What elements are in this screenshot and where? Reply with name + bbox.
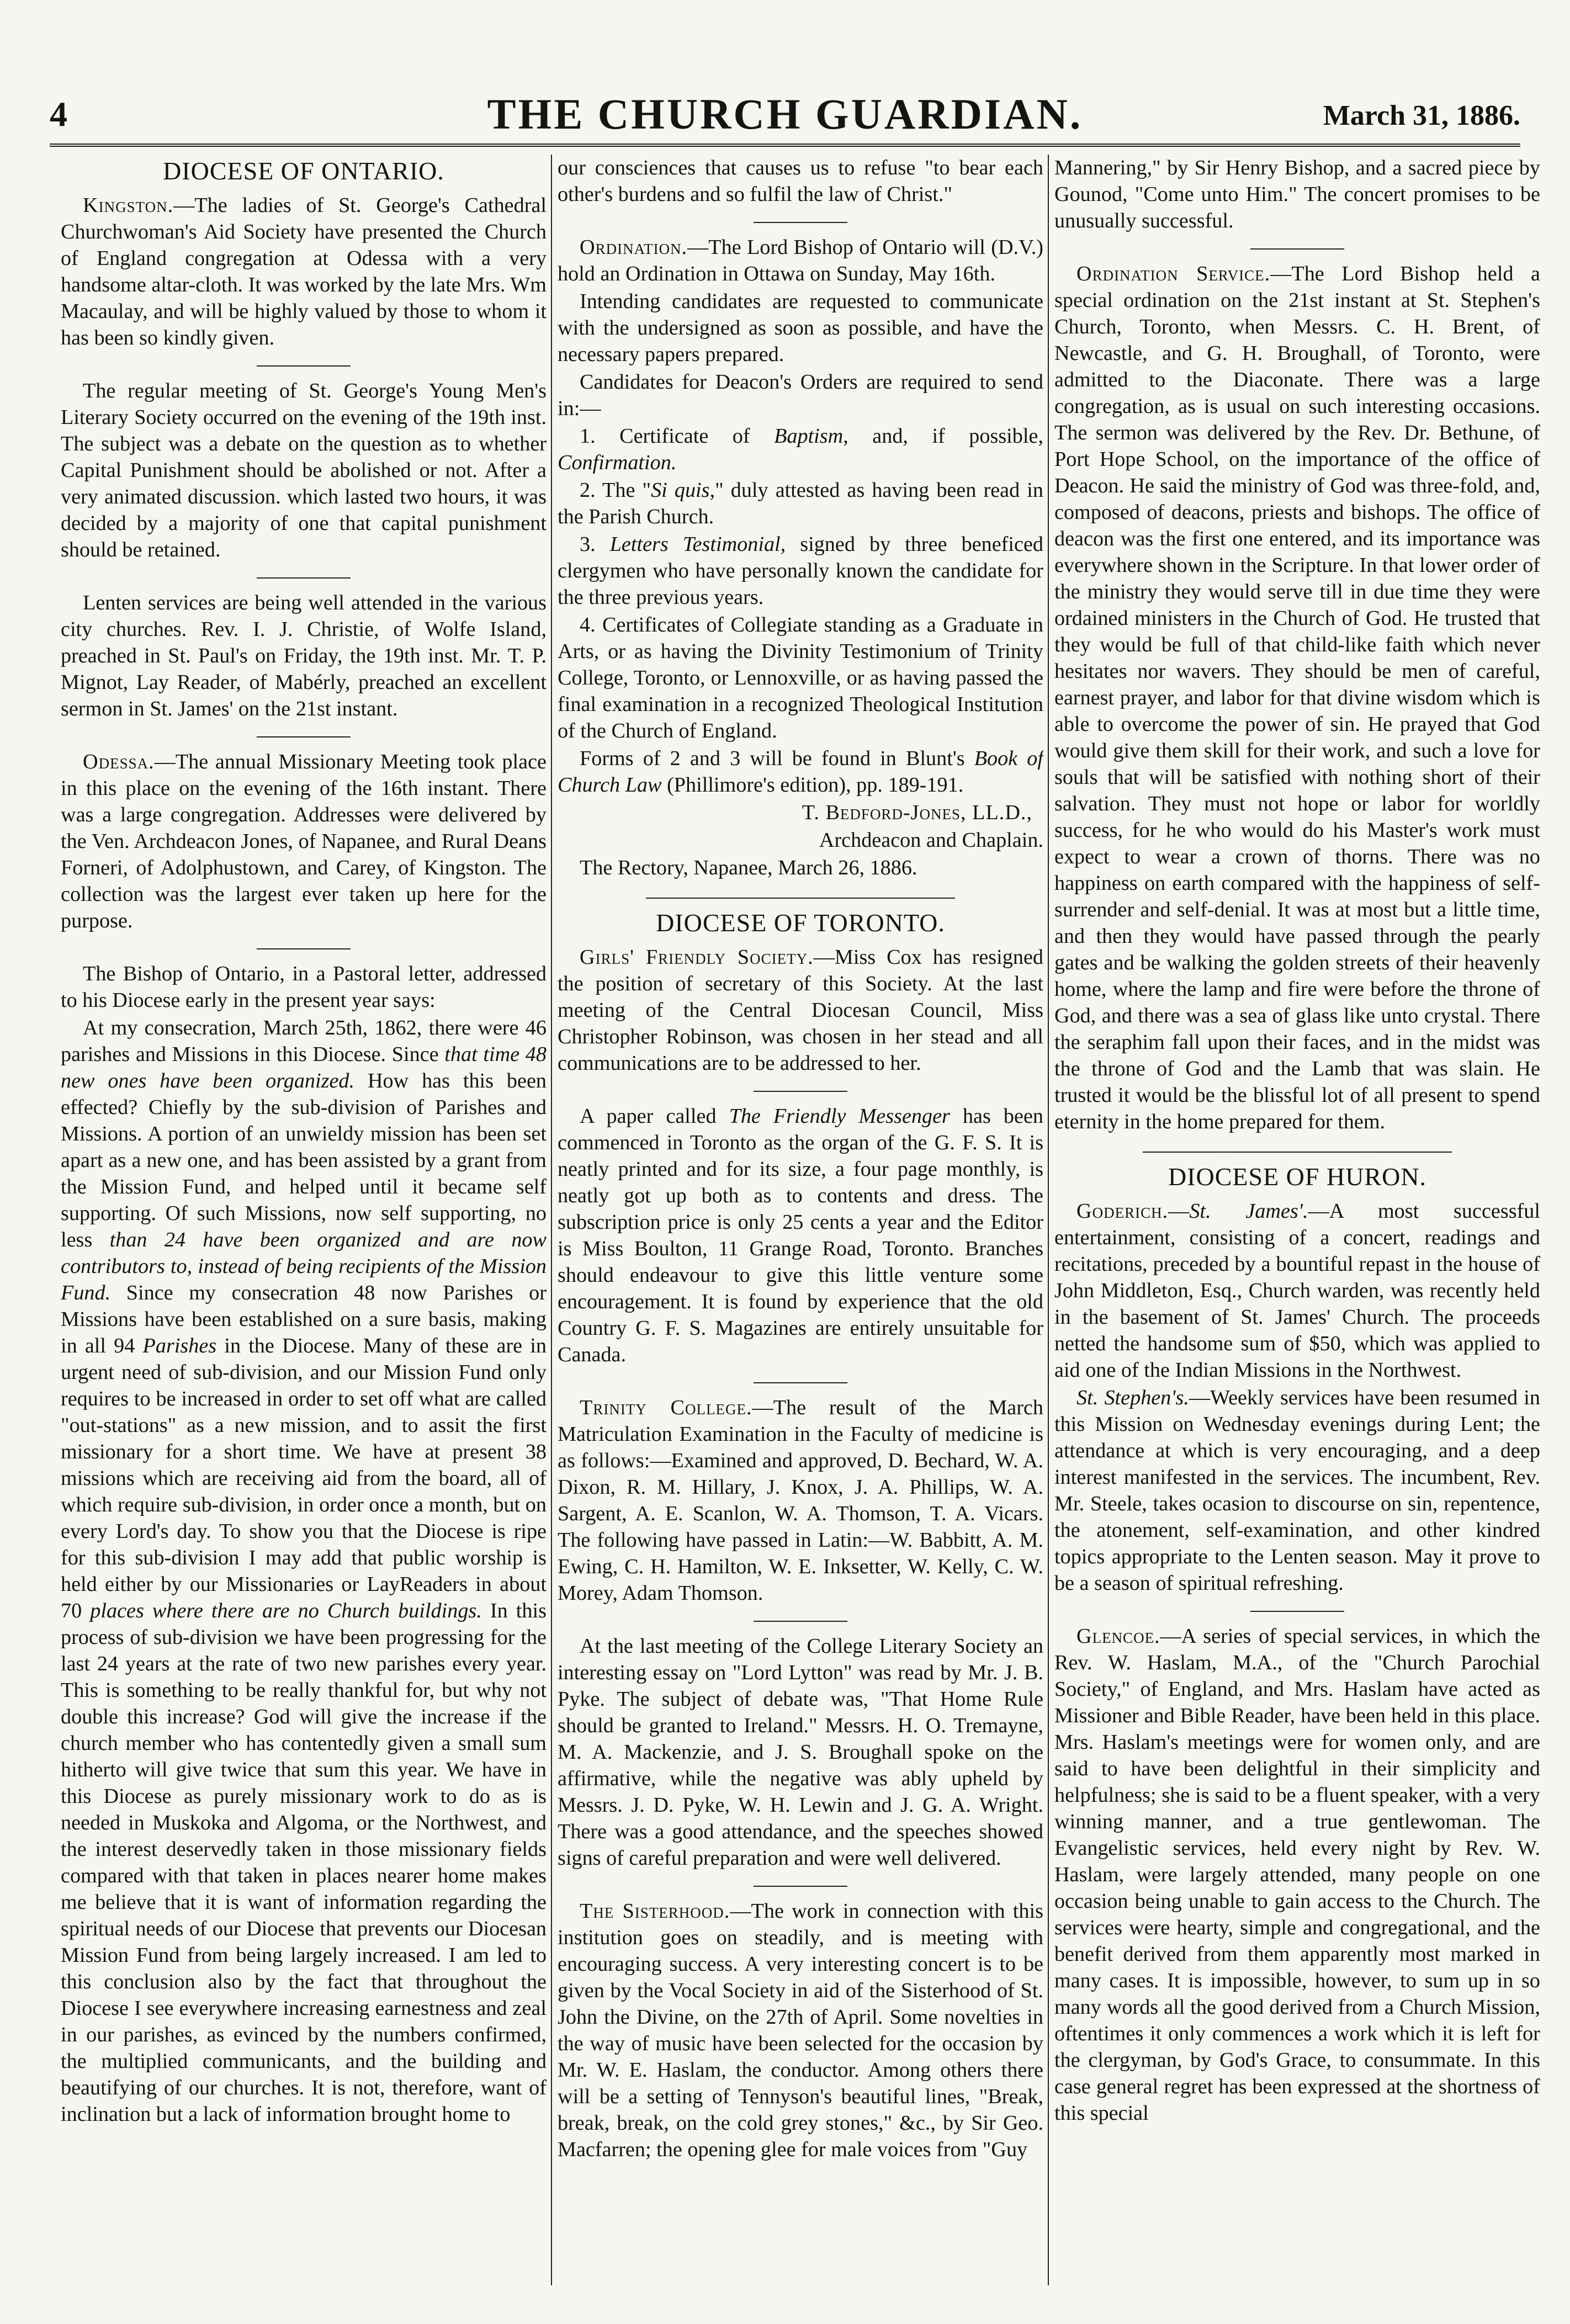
column-1: [61, 155, 547, 2285]
separator: [257, 365, 351, 367]
column-3: [1054, 155, 1540, 2285]
article-st-stephens: [1054, 1384, 1540, 1596]
sisterhood-lead: The Sisterhood.: [580, 1899, 730, 1923]
intending-candidates: Intending candidates are requested to communicate with the undersigned as soon as possible, and have the necessary papers prepared.: [558, 290, 1043, 366]
kingston-body: —The ladies of St. George's Cathedral Churchwoman's Aid Society have presented the Church of England congregation at Odessa with a very handsome altar-cloth. It was worked by the late Mrs. Wm Macaulay, and will be highly valued by those to whom it has been so kindly given.: [61, 194, 547, 349]
article-ordination: [558, 234, 1043, 287]
glencoe-body: —A series of special services, in which the Rev. W. Haslam, M.A., of the "Church Parochial Society," of England, and Mrs. Haslam have acted as Missioner and Bible Reader, have been held in this place. Mrs. Haslam's meetings were for women only, and are said to have been delightful in their simplicity and helpfulness; she is said to be a fluent speaker, with a very winning manner, and a true gentlewoman. The Evangelistic services, held every night by Rev. W. Haslam, were largely attended, many people on one occasion being unable to gain access to the Church. The services were hearty, simple and congregational, and the benefit derived from them apparently most marked in many cases. It is impossible, however, to sum up in so many words all the good derived from a Church Mission, oftentimes it only commences a work which it is left for the clergyman, by God's Grace, to consummate. In this case general regret has been expressed at the shortness of this special: [1054, 1625, 1540, 2125]
kingston-lead: Kingston.: [83, 194, 174, 217]
pastoral-text: in the Diocese. Many of these are in urgent need of sub-division, and our Mission Fund only requires to be increased in order to set off what are called "out-stations" as a new mission, and to assit the first missionary for a short time. We have at present 38 missions which are receiving aid from the board, all of which require sub-division, in order once a month, but on every Lord's day. To show you that the Diocese is ripe for this sub-division I may add that public worship is held either by our Missionaries or LayReaders in about 70: [61, 1334, 547, 1622]
article-ordination-service: [1054, 261, 1540, 1135]
item-emphasis: Baptism: [774, 425, 844, 448]
separator: [754, 222, 847, 223]
column-rule-1: [551, 155, 552, 2285]
separator: [646, 898, 955, 899]
item-text: 2. The ": [580, 479, 651, 502]
pastoral-emphasis: Parishes: [142, 1334, 217, 1357]
separator: [754, 1621, 847, 1622]
messenger-emphasis: The Friendly Messenger: [729, 1105, 950, 1128]
item-emphasis: Si quis,: [651, 479, 715, 502]
article-odessa: [61, 749, 547, 934]
column-rule-2: [1048, 155, 1049, 2285]
continued-text: Mannering," by Sir Henry Bishop, and a sacred piece by Gounod, "Come unto Him." The concert promises to be unusually successful.: [1054, 156, 1540, 232]
pastoral-emphasis: than 24 have been organized and are now contributors to, instead of being recipients of the Mission Fund.: [61, 1228, 547, 1304]
signature-name: T. Bedford-Jones, LL.D.,: [802, 801, 1032, 824]
section-heading-toronto: DIOCESE OF TORONTO.: [656, 909, 945, 937]
separator: [754, 1382, 847, 1383]
odessa-body: —The annual Missionary Meeting took place in this place on the evening of the 16th instant. There was a large congregation. Addresses were delivered by the Ven. Archdeacon Jones, of Napanee, and Rural Deans Forneri, of Adolphustown, and Carey, of Kingston. The collection was the largest ever taken up here for the purpose.: [61, 750, 547, 932]
article-young-men: The regular meeting of St. George's Young Men's Literary Society occurred on the evening of the 19th inst. The subject was a debate on the question as to whether Capital Punishment should be abolished or not. After a very animated discussion. which lasted two hours, it was decided by a majority of one that capital punishment should be retained.: [61, 379, 547, 561]
forms-text: (Phillimore's edition), pp. 189-191.: [661, 773, 964, 797]
list-item: [558, 423, 1043, 476]
separator: [1250, 248, 1344, 250]
ordination-service-body: —The Lord Bishop held a special ordination on the 21st instant at St. Stephen's Church, Toronto, when Messrs. C. H. Brent, of Newcastle, and G. H. Broughall, of Toronto, were admitted to the Diaconate. There was a large congregation, as is usual on such interesting occasions. The sermon was delivered by the Rev. Dr. Bethune, of Port Hope School, on the importance of the office of Deacon. He said the ministry of God was three-fold, and, composed of deacons, priests and bishops. The office of deacon was the first one entered, and its importance was everywhere shown in the Scripture. In that lower order of the ministry they would serve till in due time they were ordained ministers in the Church of God. He trusted that they would be full of that child-like faith which never hesitates nor wavers. They should be men of careful, earnest prayer, and labor for that divine wisdom which is able to overcome the power of sin. He prayed that God would give them skill for their work, and such a love for souls that will be satisfied with nothing short of their salvation. They must not hope or labor for worldly success, for he who would do his Master's work must expect to wear a crown of thorns. There was no happiness on earth compared with the happiness of self-surrender and self-denial. It was at most but a little time, and then they would have passed through the pearly gates and be walking the golden streets of their heavenly home, where the lamp and fire were before the throne of God, and there was a sea of glass like unto crystal. There the seraphim fall upon their faces, and in the midst was the throne of God and the Lamb that was slain. He trusted it would be the blissful lot of all present to spend eternity in the home prepared for them.: [1054, 262, 1540, 1133]
trinity-body: —The result of the March Matriculation Examination in the Faculty of medicine is as follows:—Examined and approved, D. Bechard, W. A. Dixon, R. M. Hillary, J. Knox, J. A. Phillips, W. A. Sargent, A. E. Scanlon, W. A. Thomson, T. A. Vicars. The following have passed in Latin:—W. Babbitt, A. M. Ewing, C. H. Hamilton, W. E. Inksetter, W. Kelly, C. W. Morey, Adam Thomson.: [558, 1396, 1043, 1605]
article-glencoe: [1054, 1623, 1540, 2126]
pastoral-text: How has this been effected? Chiefly by the sub-division of Parishes and Missions. A portion of an unwieldy mission has been set apart as a new one, and has been assisted by a grant from the Mission Fund, and helped until it became self supporting. Of such Missions, now self supporting, no less: [61, 1069, 547, 1251]
article-sisterhood: [558, 1898, 1043, 2163]
continued-text: our consciences that causes us to refuse "to bear each other's burdens and so fulfil the law of Christ.": [558, 156, 1043, 206]
goderich-body: —A most successful entertainment, consisting of a concert, readings and recitations, preceded by a bountiful repast in the house of John Middleton, Esq., Church warden, was recently held in the basement of St. James' Church. The proceeds netted the handsome sum of $50, which was applied to aid one of the Indian Missions in the Northwest.: [1054, 1200, 1540, 1382]
trinity-lead: Trinity College.: [580, 1396, 752, 1419]
separator: [257, 577, 351, 579]
pastoral-emphasis: places where there are no Church buildings.: [90, 1599, 482, 1622]
st-stephens-lead: St. Stephen's.: [1076, 1386, 1189, 1409]
bishop-intro: The Bishop of Ontario, in a Pastoral letter, addressed to his Diocese early in the present year says:: [61, 962, 547, 1012]
article-trinity: [558, 1394, 1043, 1606]
separator: [754, 1886, 847, 1887]
article-kingston: [61, 192, 547, 351]
messenger-text: A paper called: [580, 1105, 729, 1128]
pastoral-letter: [61, 1015, 547, 2127]
pastoral-text: At my consecration, March 25th, 1862, there were 46 parishes and Missions in this Diocese. Since: [61, 1016, 547, 1066]
pastoral-text: In this process of sub-division we have been progressing for the last 24 years at the rate of two new parishes every year. This is something to be really thankful for, but why not double this increase? God will give the increase if the church member who has contentedly given a small sum hitherto will give twice that sum this year. We have in this Diocese as purely missionary work to do as is needed in Muskoka and Algoma, or the Northwest, and the interest deservedly taken in those missionary fields compared with that taken in places nearer home makes me believe that it is want of information regarding the spiritual needs of our Diocese that prevents our Diocesan Mission Fund from being largely increased. I am led to this conclusion also by the fact that throughout the Diocese I see everywhere increasing earnestness and zeal in our parishes, as evinced by the numbers confirmed, the multiplied communicants, and the building and beautifying of our churches. It is not, therefore, want of inclination but a lack of information brought home to: [61, 1599, 547, 2126]
section-heading-huron: DIOCESE OF HURON.: [1168, 1163, 1427, 1191]
messenger-text: has been commenced in Toronto as the organ of the G. F. S. It is neatly printed and for its size, a four page monthly, is neatly got up both as to contents and dress. The subscription price is only 25 cents a year and the Editor is Miss Boulton, 11 Grange Road, Toronto. Branches should endeavour to give this little venture some encouragement. It is found by experience that the old Country G. F. S. Magazines are entirely unsuitable for Canada.: [558, 1105, 1043, 1366]
forms-note: [558, 745, 1043, 798]
goderich-lead: Goderich.: [1076, 1200, 1169, 1223]
candidates-required: Candidates for Deacon's Orders are required to send in:—: [558, 370, 1043, 420]
odessa-lead: Odessa.: [83, 750, 155, 773]
item-emphasis: Letters Testimonial,: [609, 533, 786, 556]
page-number: 4: [50, 94, 67, 134]
glencoe-lead: Glencoe.: [1076, 1625, 1160, 1648]
page-header: [50, 83, 1520, 147]
article-messenger: [558, 1103, 1043, 1368]
article-goderich: Goderich.—St. James'.—A most successful entertainment, consisting of a concert, readings and recitations, preceded by a bountiful repast in the house of John Middleton, Esq., Church warden, was recently held in the basement of St. James' Church. The proceeds netted the handsome sum of $50, which was applied to aid one of the Indian Missions in the Northwest.: [1054, 1200, 1540, 1382]
issue-date: March 31, 1886.: [1323, 100, 1520, 131]
st-stephens-body: —Weekly services have been resumed in this Mission on Wednesday evenings during Lent; the attendance at which is very encouraging, and a deep interest manifested in the services. The incumbent, Rev. Mr. Steele, takes ocasion to discourse on sin, repentence, the atonement, self-examination, and other kindred topics appropriate to the Lenten season. May it prove to be a season of spiritual refreshing.: [1054, 1386, 1540, 1595]
pastoral-emphasis: that time 48 new ones have been organized.: [61, 1043, 547, 1092]
goderich-place: St. James'.: [1189, 1200, 1308, 1223]
signature-title: Archdeacon and Chaplain.: [819, 829, 1043, 852]
ordination-body: —The Lord Bishop of Ontario will (D.V.) hold an Ordination in Ottawa on Sunday, May 16th.: [558, 236, 1043, 285]
item-text: signed by three beneficed clergymen who have personally known the candidate for the three previous years.: [558, 533, 1043, 609]
list-item: [558, 477, 1043, 530]
separator: [1143, 1152, 1452, 1153]
article-literary: At the last meeting of the College Literary Society an interesting essay on "Lord Lytton" was read by Mr. J. B. Pyke. The subject of debate was, "That Home Rule should be granted to Ireland." Messrs. H. O. Tremayne, M. A. Mackenzie, and J. S. Broughall spoke on the affirmative, while the negative was ably upheld by Messrs. J. D. Pyke, W. H. Lewin and J. G. A. Wright. There was a good attendance, and the speeches showed signs of careful preparation and were well delivered.: [558, 1635, 1043, 1870]
item-text: " duly attested as having been read in the Parish Church.: [558, 479, 1043, 528]
separator: [257, 736, 351, 737]
list-item: [558, 531, 1043, 611]
forms-text: Forms of 2 and 3 will be found in Blunt's: [580, 747, 974, 770]
signature-place: The Rectory, Napanee, March 26, 1886.: [580, 856, 917, 879]
separator: [1250, 1611, 1344, 1612]
article-lenten: Lenten services are being well attended in the various city churches. Rev. I. J. Christie, of Wolfe Island, preached in St. Paul's on Friday, the 19th inst. Mr. T. P. Mignot, Lay Reader, of Mabérly, preached an excellent sermon in St. James' on the 21st instant.: [61, 591, 547, 720]
item-text: 1. Certificate of: [580, 425, 775, 448]
separator: [257, 948, 351, 949]
list-item: 4. Certificates of Collegiate standing as a Graduate in Arts, or as having the Divinity Testimonium of Trinity College, Toronto, or Lennoxville, or as having passed the final examination in a recognized Theological Institution of the Church of England.: [558, 613, 1043, 742]
masthead: THE CHURCH GUARDIAN.: [487, 90, 1083, 138]
gfs-lead: Girls' Friendly Society.: [580, 946, 814, 969]
item-text: , and, if possible,: [843, 425, 1043, 448]
ordination-lead: Ordination.: [580, 236, 688, 259]
sisterhood-body: —The work in connection with this institution goes on steadily, and is meeting with encouraging success. A very interesting concert is to be given by the Vocal Society in aid of the Sisterhood of St. John the Divine, on the 27th of April. Some novelties in the way of music have been selected for the occasion by Mr. W. E. Haslam, the conductor. Among others there will be a setting of Tennyson's beautiful lines, "Break, break, break, on the cold grey stones," &c., by Sir Geo. Macfarren; the opening glee for male voices from "Guy: [558, 1899, 1043, 2161]
item-emphasis: Confirmation.: [558, 451, 677, 474]
article-gfs: [558, 944, 1043, 1076]
pastoral-text: Since my consecration 48 now Parishes or Missions have been established on a sure basis, making in all 94: [61, 1281, 547, 1357]
ordination-service-lead: Ordination Service.: [1076, 262, 1271, 285]
gfs-body: —Miss Cox has resigned the position of secretary of this Society. At the last meeting of the Central Diocesan Council, Miss Christopher Robinson, was chosen in her stead and all communications are to be addressed to her.: [558, 946, 1043, 1075]
forms-emphasis: Book of Church Law: [558, 747, 1043, 797]
item-text: 3.: [580, 533, 610, 556]
column-2: [558, 155, 1043, 2285]
section-heading-ontario: DIOCESE OF ONTARIO.: [163, 157, 444, 185]
separator: [754, 1091, 847, 1092]
